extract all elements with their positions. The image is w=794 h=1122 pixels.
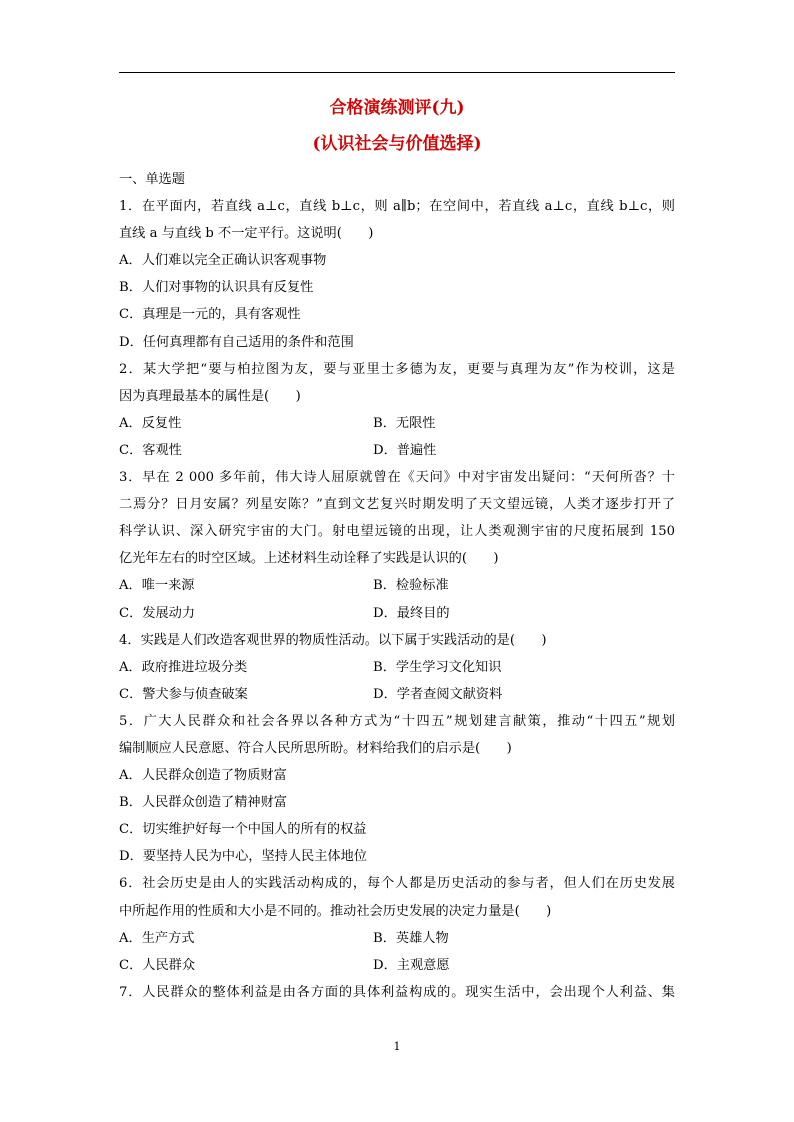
question-6-option-d: D．主观意愿 [373,957,450,973]
question-1-option-c: C．真理是一元的，具有客观性 [119,307,301,323]
question-2-option-c: C．客观性 [119,442,182,458]
page-number: 1 [393,1040,401,1053]
question-3-option-a: A．唯一来源 [119,578,195,594]
question-6-options-row [119,925,675,952]
question-4-options-row [119,681,675,708]
question-2-options-row [119,410,675,437]
question-3-options-row [119,572,675,599]
question-4-stem-line: 4．实践是人们改造客观世界的物质性活动。以下属于实践活动的是( ) [119,632,547,648]
question-2-stem-line: 因为真理最基本的属性是( ) [119,388,301,404]
question-1-stem-line: 直线 a 与直线 b 不一定平行。这说明( ) [119,226,374,242]
question-5-stem-line: 5．广大人民群众和社会各界以各种方式为“十四五”规划建言献策，推动“十四五”规划 [119,713,675,729]
document-subtitle: (认识社会与价值选择) [312,134,482,154]
document-title: 合格演练测评(九) [329,98,465,118]
question-3-stem-line: 科学认识、深入研究宇宙的大门。射电望远镜的出现，让人类观测宇宙的尺度拓展到 150 [119,524,675,540]
question-5-option-b: B．人民群众创造了精神财富 [119,795,287,811]
section-heading: 一、单选题 [119,172,185,187]
question-3-stem-line: 3．早在 2 000 多年前，伟大诗人屈原就曾在《天问》中对宇宙发出疑问：“天何所沓？十 [119,470,675,486]
question-2-option-a: A．反复性 [119,415,182,431]
question-1-option-a: A．人们难以完全正确认识客观事物 [119,253,327,269]
question-5-option-c: C．切实维护好每一个中国人的所有的权益 [119,822,367,838]
question-6-options-row [119,952,675,979]
question-5-stem-line: 编制顺应人民意愿、符合人民所思所盼。材料给我们的启示是( ) [119,740,512,756]
header-rule [119,72,675,73]
question-2-option-d: D．普遍性 [373,442,437,458]
question-5-option-d: D．要坚持人民为中心，坚持人民主体地位 [119,849,367,865]
question-6-option-c: C．人民群众 [119,957,196,973]
question-4-options-row [119,654,675,681]
question-3-option-c: C．发展动力 [119,605,196,621]
question-3-stem-line: 二焉分？日月安属？列星安陈？”直到文艺复兴时期发明了天文望远镜，人类才逐步打开了 [119,497,675,513]
question-1-stem-line: 1．在平面内，若直线 a⊥c，直线 b⊥c，则 a∥b；在空间中，若直线 a⊥c，直线 b⊥c，则 [119,199,675,215]
question-2-option-b: B．无限性 [373,415,436,431]
question-4-option-d: D．学者查阅文献资料 [373,686,503,702]
question-6-stem-line: 中所起作用的性质和大小是不同的。推动社会历史发展的决定力量是( ) [119,903,552,919]
question-3-options-row [119,600,675,627]
question-1-option-d: D．任何真理都有自己适用的条件和范围 [119,334,354,350]
question-4-option-a: A．政府推进垃圾分类 [119,659,248,675]
question-5-option-a: A．人民群众创造了物质财富 [119,768,287,784]
question-3-stem-line: 亿光年左右的时空区域。上述材料生动诠释了实践是认识的( ) [119,551,499,567]
question-6-option-b: B．英雄人物 [373,930,449,946]
question-7-stem-line: 7．人民群众的整体利益是由各方面的具体利益构成的。现实生活中，会出现个人利益、集 [119,984,675,1000]
question-6-stem-line: 6．社会历史是由人的实践活动构成的，每个人都是历史活动的参与者，但人们在历史发展 [119,876,675,892]
question-3-option-b: B．检验标准 [373,578,449,594]
question-4-option-b: B．学生学习文化知识 [373,659,502,675]
question-4-option-c: C．警犬参与侦查破案 [119,686,248,702]
question-6-option-a: A．生产方式 [119,930,195,946]
question-2-options-row [119,437,675,464]
question-list [119,166,675,1006]
question-2-stem-line: 2．某大学把“要与柏拉图为友，要与亚里士多德为友，更要与真理为友”作为校训，这是 [119,361,675,377]
question-1-option-b: B．人们对事物的认识具有反复性 [119,280,314,296]
question-3-option-d: D．最终目的 [373,605,450,621]
